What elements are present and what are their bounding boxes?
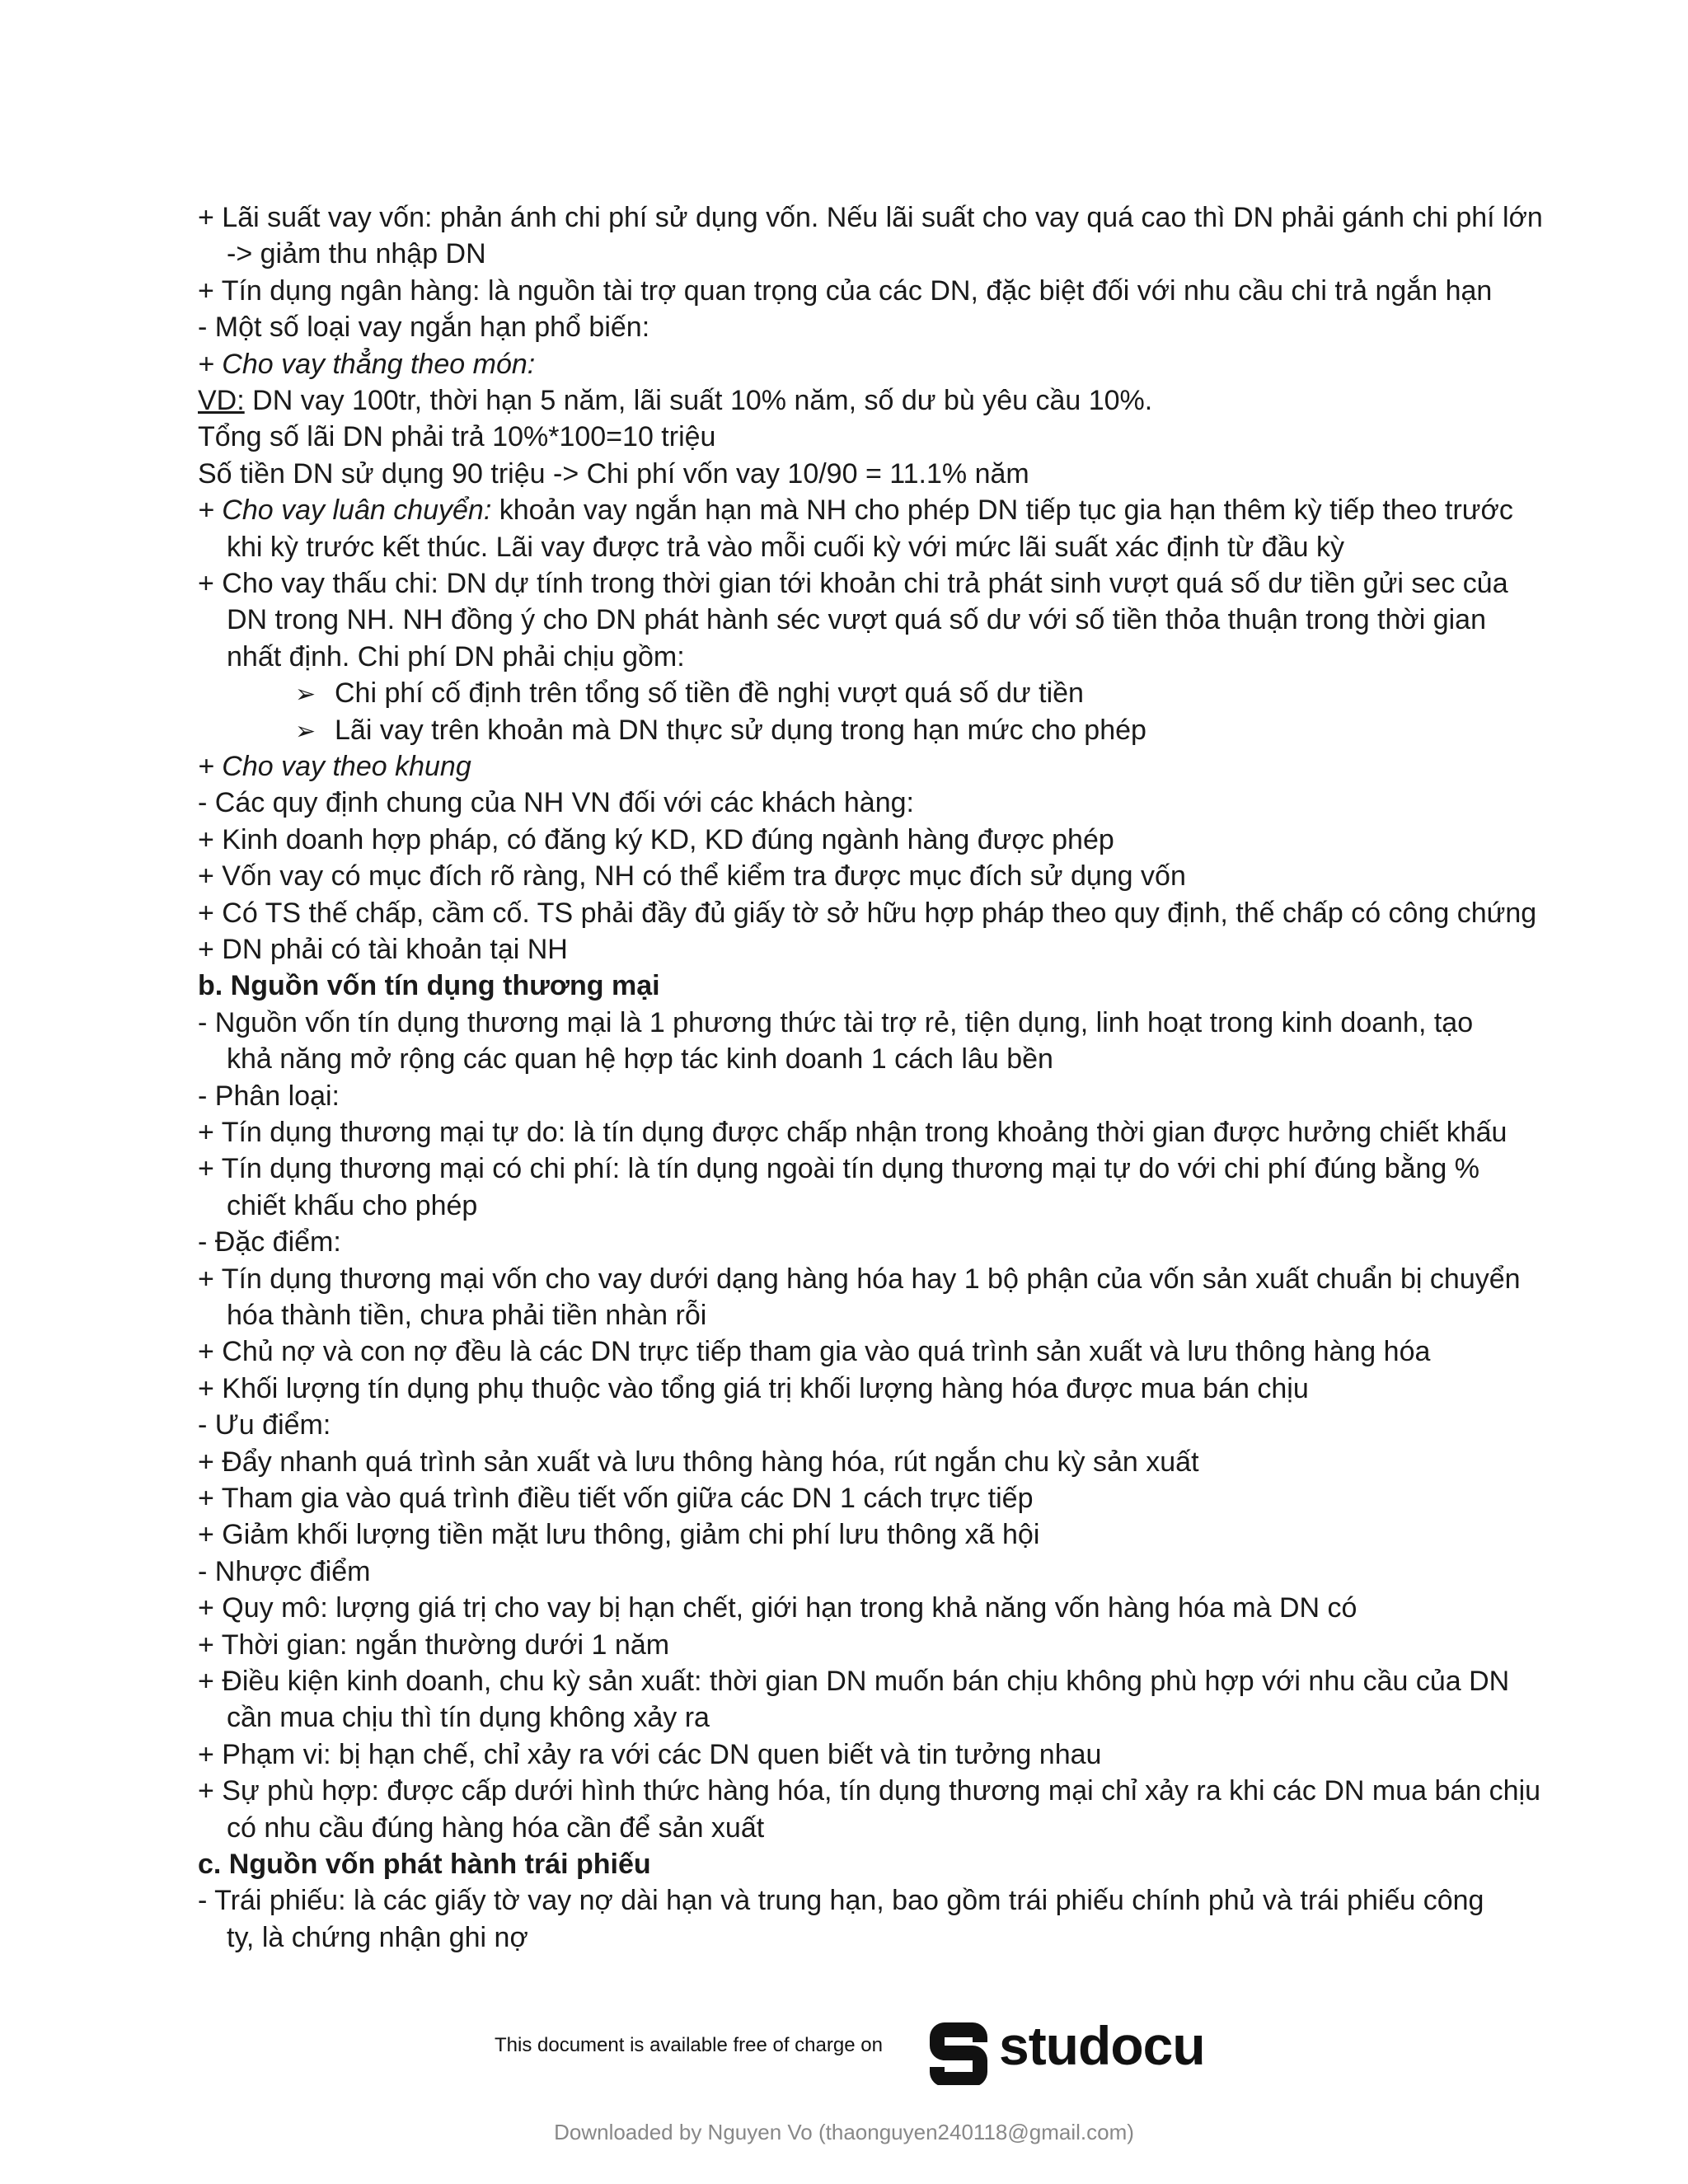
- text-line: [198, 382, 1152, 419]
- text-line: [198, 1114, 1507, 1151]
- line-text: khi kỳ trước kết thúc. Lãi vay được trả vào mỗi cuối kỳ với mức lãi suất xác định từ đầu kỳ: [227, 531, 1344, 563]
- bullet-arrow-icon: ➢: [295, 717, 316, 745]
- line-text: + Chủ nợ và con nợ đều là các DN trực tiếp tham gia vào quá trình sản xuất và lưu thông hàng hóa: [198, 1336, 1431, 1368]
- text-line: [198, 1627, 669, 1663]
- text-line: [198, 858, 1186, 894]
- text-line: [198, 1078, 340, 1114]
- text-line: [198, 419, 715, 455]
- text-line: [198, 199, 1543, 236]
- line-text: + Tín dụng ngân hàng: là nguồn tài trợ quan trọng của các DN, đặc biệt đối với nhu cầu chi trả ngắn hạn: [198, 274, 1493, 307]
- line-text: DN trong NH. NH đồng ý cho DN phát hành séc vượt quá số dư với số tiền thỏa thuận trong thời gian: [227, 604, 1486, 636]
- line-text: Số tiền DN sử dụng 90 triệu -> Chi phí vốn vay 10/90 = 11.1% năm: [198, 457, 1029, 490]
- line-text: + Giảm khối lượng tiền mặt lưu thông, giảm chi phí lưu thông xã hội: [198, 1519, 1040, 1551]
- text-line: [198, 1516, 1039, 1553]
- text-line: [227, 529, 1344, 565]
- text-line: [198, 1224, 341, 1260]
- line-text: ty, là chứng nhận ghi nợ: [227, 1921, 528, 1953]
- line-text: Tổng số lãi DN phải trả 10%*100=10 triệu: [198, 421, 716, 453]
- text-line: [227, 1699, 710, 1736]
- text-line: [198, 1371, 1309, 1407]
- text-line: [198, 309, 649, 345]
- line-text: + Phạm vi: bị hạn chế, chỉ xảy ra với các DN quen biết và tin tưởng nhau: [198, 1738, 1102, 1770]
- text-line: [227, 1810, 764, 1846]
- line-text: -> giảm thu nhập DN: [227, 238, 486, 270]
- line-text: - Đặc điểm:: [198, 1226, 341, 1258]
- text-line: [198, 1407, 331, 1443]
- studocu-logo-mark: [930, 2022, 987, 2085]
- text-line: [227, 1919, 528, 1956]
- text-line: [198, 1882, 1484, 1919]
- line-text: + Lãi suất vay vốn: phản ánh chi phí sử dụng vốn. Nếu lãi suất cho vay quá cao thì DN phải gánh chi phí lớn: [198, 202, 1543, 233]
- download-note: Downloaded by Nguyen Vo (thaonguyen240118@gmail.com): [554, 2120, 1134, 2144]
- line-text: + Đẩy nhanh quá trình sản xuất và lưu thông hàng hóa, rút ngắn chu kỳ sản xuất: [198, 1446, 1199, 1478]
- availability-note: This document is available free of charge on: [495, 2034, 883, 2056]
- text-line: [198, 273, 1492, 309]
- line-text: chiết khấu cho phép: [227, 1189, 478, 1221]
- text-line: [198, 1333, 1430, 1370]
- text-line: [227, 1297, 706, 1333]
- text-line: [198, 1261, 1521, 1297]
- line-text: khả năng mở rộng các quan hệ hợp tác kinh doanh 1 cách lâu bền: [227, 1043, 1053, 1076]
- line-text: + Cho vay thấu chi: DN dự tính trong thời gian tới khoản chi trả phát sinh vượt quá số dư tiền gửi sec của: [198, 568, 1508, 599]
- text-line: [295, 675, 1084, 713]
- line-text: Chi phí cố định trên tổng số tiền đề nghị vượt quá số dư tiền: [335, 677, 1084, 710]
- line-text: + DN phải có tài khoản tại NH: [198, 934, 568, 965]
- text-line: [198, 1663, 1509, 1699]
- line-text: + Tham gia vào quá trình điều tiết vốn giữa các DN 1 cách trực tiếp: [198, 1483, 1034, 1514]
- text-line: [227, 602, 1486, 638]
- line-prefix: VD:: [198, 385, 245, 416]
- line-text: + Có TS thế chấp, cầm cố. TS phải đầy đủ giấy tờ sở hữu hợp pháp theo quy định, thế chấp có công chứng: [198, 897, 1537, 929]
- text-line: [198, 968, 660, 1004]
- line-text: có nhu cầu đúng hàng hóa cần để sản xuất: [227, 1811, 765, 1844]
- bullet-arrow-icon: ➢: [295, 681, 316, 709]
- line-text: Lãi vay trên khoản mà DN thực sử dụng trong hạn mức cho phép: [335, 714, 1146, 746]
- line-text: - Ưu điểm:: [198, 1409, 331, 1441]
- line-text: nhất định. Chi phí DN phải chịu gồm:: [227, 640, 685, 673]
- text-line: [198, 785, 914, 821]
- line-text: + Cho vay thẳng theo món:: [198, 348, 536, 380]
- text-line: [198, 1005, 1473, 1041]
- line-text: + Quy mô: lượng giá trị cho vay bị hạn chết, giới hạn trong khả năng vốn hàng hóa mà DN có: [198, 1592, 1357, 1624]
- line-text: + Kinh doanh hợp pháp, có đăng ký KD, KD đúng ngành hàng được phép: [198, 823, 1114, 855]
- line-text: - Nguồn vốn tín dụng thương mại là 1 phương thức tài trợ rẻ, tiện dụng, linh hoạt trong kinh doanh, tạo: [198, 1006, 1474, 1038]
- text-line: [198, 346, 535, 382]
- line-text: khoản vay ngắn hạn mà NH cho phép DN tiếp tục gia hạn thêm kỳ tiếp theo trước: [491, 494, 1513, 527]
- text-line: [198, 1480, 1033, 1516]
- line-text: + Thời gian: ngắn thường dưới 1 năm: [198, 1629, 670, 1661]
- line-text: b. Nguồn vốn tín dụng thương mại: [198, 970, 660, 1002]
- line-text: + Điều kiện kinh doanh, chu kỳ sản xuất: thời gian DN muốn bán chịu không phù hợp với nhu cầu của DN: [198, 1666, 1510, 1697]
- text-line: [198, 1554, 370, 1590]
- text-line: [227, 639, 685, 675]
- line-text: + Sự phù hợp: được cấp dưới hình thức hàng hóa, tín dụng thương mại chỉ xảy ra khi các DN mua bán chịu: [198, 1775, 1541, 1807]
- line-text: hóa thành tiền, chưa phải tiền nhàn rỗi: [227, 1300, 707, 1331]
- text-line: [227, 1188, 477, 1224]
- line-text: + Cho vay theo khung: [198, 751, 471, 782]
- text-line: [198, 1773, 1540, 1809]
- text-line: [198, 1590, 1357, 1626]
- text-line: [198, 1846, 651, 1882]
- line-text: cần mua chịu thì tín dụng không xảy ra: [227, 1702, 710, 1734]
- line-text: c. Nguồn vốn phát hành trái phiếu: [198, 1849, 651, 1880]
- line-text: + Khối lượng tín dụng phụ thuộc vào tổng giá trị khối lượng hàng hóa được mua bán chịu: [198, 1372, 1309, 1404]
- text-line: [198, 748, 471, 785]
- text-line: [198, 456, 1029, 492]
- text-line: [198, 822, 1114, 858]
- text-line: [198, 1736, 1101, 1773]
- line-text: DN vay 100tr, thời hạn 5 năm, lãi suất 10% năm, số dư bù yêu cầu 10%.: [244, 385, 1153, 416]
- text-line: [198, 565, 1508, 602]
- line-text: - Phân loại:: [198, 1080, 340, 1112]
- text-line: [198, 492, 1513, 528]
- line-text: - Trái phiếu: là các giấy tờ vay nợ dài hạn và trung hạn, bao gồm trái phiếu chính phủ và trái phiếu công: [198, 1885, 1484, 1917]
- studocu-logo-text: studocu: [999, 2015, 1205, 2076]
- line-text: + Tín dụng thương mại vốn cho vay dưới dạng hàng hóa hay 1 bộ phận của vốn sản xuất chuẩn bị chuyển: [198, 1263, 1521, 1295]
- line-text: - Nhược điểm: [198, 1555, 371, 1587]
- line-text: - Một số loại vay ngắn hạn phổ biến:: [198, 312, 650, 344]
- text-line: [295, 712, 1146, 750]
- text-line: [227, 236, 486, 272]
- text-line: [227, 1041, 1053, 1077]
- line-text: + Vốn vay có mục đích rõ ràng, NH có thể kiểm tra được mục đích sử dụng vốn: [198, 860, 1186, 893]
- text-line: [198, 931, 568, 968]
- text-line: [198, 1444, 1199, 1480]
- text-line: [198, 895, 1536, 931]
- line-text: + Tín dụng thương mại tự do: là tín dụng được chấp nhận trong khoảng thời gian được hưởng chiết khấu: [198, 1117, 1507, 1148]
- line-text: + Tín dụng thương mại có chi phí: là tín dụng ngoài tín dụng thương mại tự do với chi phí đúng bằng %: [198, 1153, 1480, 1185]
- line-text: - Các quy định chung của NH VN đối với các khách hàng:: [198, 787, 914, 819]
- line-prefix: + Cho vay luân chuyển:: [198, 494, 492, 527]
- text-line: [198, 1151, 1479, 1187]
